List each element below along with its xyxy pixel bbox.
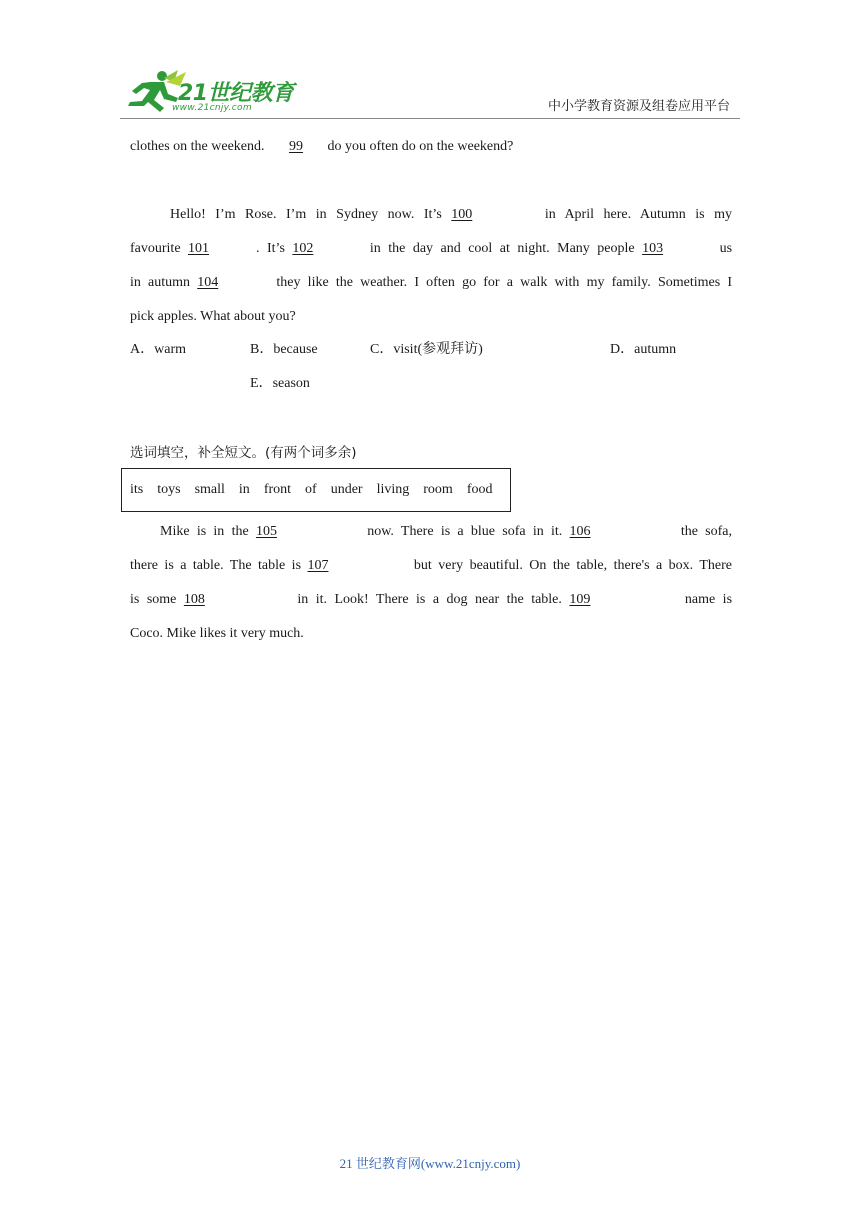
blank-109: 109 [569,592,591,607]
option-e [250,374,310,394]
blank-103: 103 [642,241,664,256]
passage2-line-3 [130,273,732,293]
section3-line-3 [130,590,732,610]
word-bank-item: living [376,482,410,497]
text-segment: in autumn [130,275,191,290]
text-segment: us [719,241,733,256]
option-letter: C． [370,342,394,357]
text-segment: clothes on the weekend. [130,139,265,154]
passage2-line-4: pick apples. What about you? [130,309,296,324]
option-text: visit(参观拜访) [393,342,483,357]
passage1-line [130,137,732,157]
text-segment: the sofa, [680,524,733,539]
section-title: 选词填空，补全短文。(有两个词多余) [130,445,357,461]
passage2-line-1 [130,205,732,225]
text-segment: is some [130,592,177,607]
option-text: autumn [634,342,677,357]
word-bank-item: front [263,482,292,497]
logo-url: www.21cnjy.com [172,103,252,113]
word-bank-item: room [423,482,453,497]
text-segment: now. There is a blue sofa in it. [367,524,563,539]
option-c [370,340,483,360]
text-segment: name is [684,592,733,607]
blank-99: 99 [289,139,304,154]
page-header [0,0,860,125]
option-letter: A． [130,342,155,357]
blank-102: 102 [292,241,314,256]
logo-text: 21世纪教育 [178,81,294,106]
word-bank-item: under [330,482,363,497]
section3-line-4: Coco. Mike likes it very much. [130,626,304,641]
word-bank-item: toys [157,482,181,497]
text-segment: but very beautiful. On the table, there's a box. There [413,558,732,573]
text-segment: there is a table. The table is [130,558,302,573]
option-text: season [272,376,310,391]
blank-108: 108 [183,592,205,607]
option-letter: B． [250,342,274,357]
option-letter: E． [250,376,273,391]
option-a [130,340,186,360]
section3-line-2 [130,556,732,576]
option-b [250,340,318,360]
header-divider [120,118,740,119]
word-bank-item: of [305,482,317,497]
text-segment: in it. Look! There is a dog near the table. [297,592,562,607]
option-text: because [273,342,318,357]
header-platform-text: 中小学教育资源及组卷应用平台 [547,99,730,114]
blank-105: 105 [255,524,277,539]
text-segment: in April here. Autumn is my [544,207,732,222]
option-d [610,340,676,360]
page-footer: 21 世纪教育网(www.21cnjy.com) [339,1156,521,1171]
blank-100: 100 [451,207,473,222]
text-segment: they like the weather. I often go for a walk with my family. Sometimes I [276,275,732,290]
blank-101: 101 [188,241,210,256]
text-segment: Hello! I’m Rose. I’m in Sydney now. It’s [170,207,442,222]
blank-107: 107 [307,558,329,573]
word-bank-item: its [130,482,144,497]
word-bank-item: small [194,482,225,497]
passage2-line-2 [130,239,732,259]
text-segment: . It’s [256,241,285,256]
word-bank-item: food [466,482,493,497]
text-segment: favourite [130,241,181,256]
section3-line-1 [130,522,732,542]
blank-104: 104 [197,275,219,290]
text-segment: Mike is in the [160,524,249,539]
text-segment: in the day and cool at night. Many people [369,241,635,256]
blank-106: 106 [569,524,591,539]
option-text: warm [154,342,187,357]
word-bank [121,468,511,512]
word-bank-item: in [238,482,250,497]
text-segment: do you often do on the weekend? [327,139,514,154]
option-letter: D． [610,342,635,357]
